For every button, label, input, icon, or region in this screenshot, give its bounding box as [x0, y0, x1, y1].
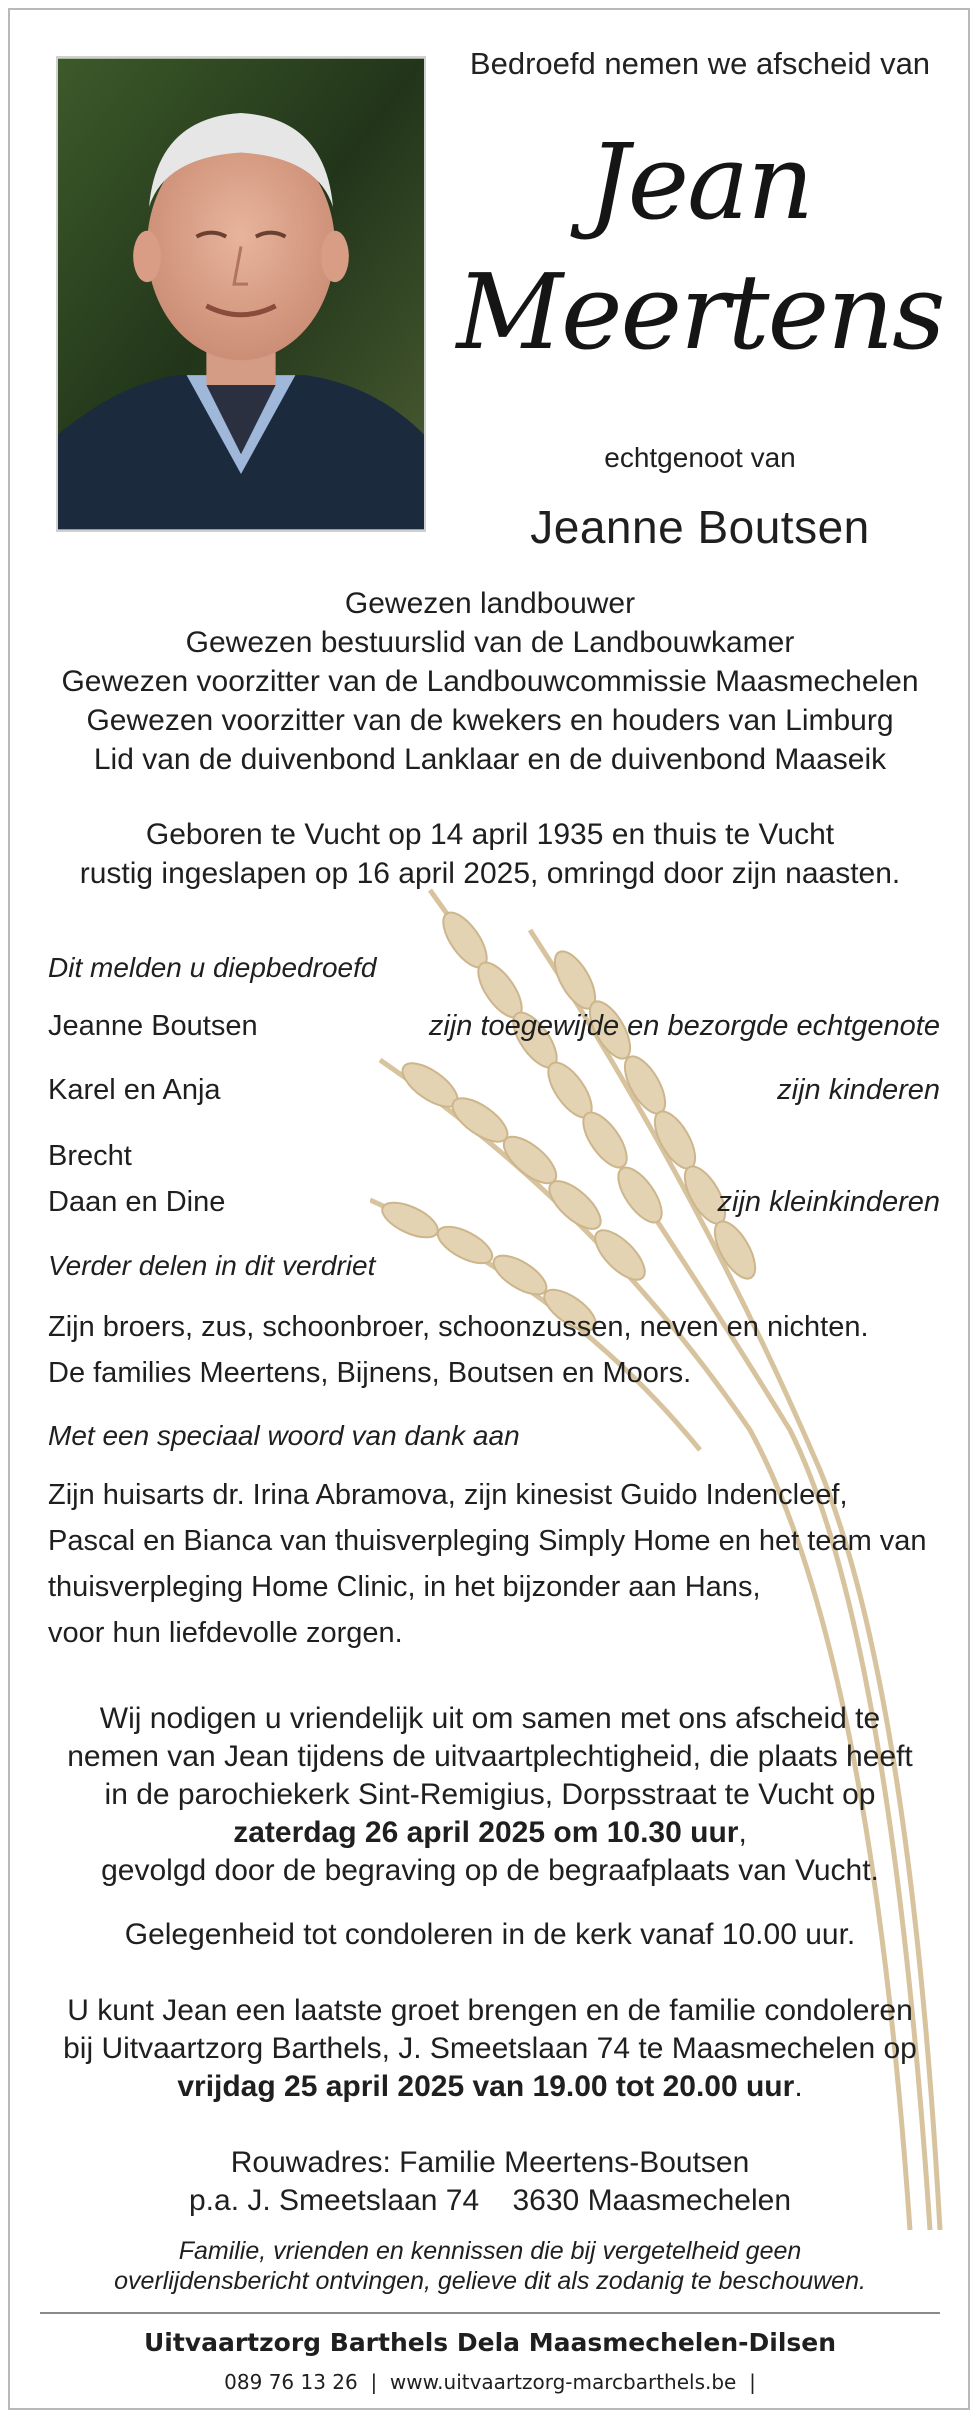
role-line: Gewezen bestuurslid van de Landbouwkamer	[185, 626, 795, 659]
funeral-home-name: Uitvaartzorg Barthels Dela Maasmechelen-Dilsen	[143, 2328, 837, 2357]
announce-heading: Dit melden u diepbedroefd	[48, 952, 377, 983]
invite-line: nemen van Jean tijdens de uitvaartplechtigheid, die plaats heeft	[67, 1740, 913, 1773]
role-line: Gewezen voorzitter van de kwekers en houders van Limburg	[86, 704, 894, 737]
thanks-line: Pascal en Bianca van thuisverpleging Simply Home en het team van	[48, 1525, 927, 1557]
thanks-heading: Met een speciaal woord van dank aan	[48, 1420, 520, 1451]
note-line: Familie, vrienden en kennissen die bij vergetelheid geen	[178, 2237, 802, 2265]
family-relation: zijn kleinkinderen	[717, 1186, 940, 1218]
visit-line: bij Uitvaartzorg Barthels, J. Smeetslaan 74 te Maasmechelen op	[63, 2032, 917, 2065]
share-heading: Verder delen in dit verdriet	[48, 1250, 376, 1281]
visit-line: U kunt Jean een laatste groet brengen en de familie condoleren	[67, 1994, 913, 2027]
family-name: Brecht	[48, 1140, 132, 1172]
visit-date: vrijdag 25 april 2025 van 19.00 tot 20.00 uur	[177, 2070, 795, 2103]
invite-line: in de parochiekerk Sint-Remigius, Dorpsstraat te Vucht op	[104, 1778, 876, 1811]
deceased-last-name: Meertens	[456, 251, 944, 373]
share-line: Zijn broers, zus, schoonbroer, schoonzussen, neven en nichten.	[48, 1311, 869, 1343]
share-line: De families Meertens, Bijnens, Boutsen en Moors.	[48, 1357, 692, 1389]
thanks-line: Zijn huisarts dr. Irina Abramova, zijn kinesist Guido Indencleef,	[48, 1479, 848, 1511]
deceased-first-name: Jean	[587, 121, 813, 243]
family-relation: zijn toegewijde en bezorgde echtgenote	[428, 1010, 940, 1042]
spouse-label: echtgenoot van	[604, 442, 796, 473]
funeral-invitation	[30, 1700, 950, 1890]
invite-date-line: zaterdag 26 april 2025 om 10.30 uur,	[233, 1816, 747, 1849]
funeral-home-contact: 089 76 13 26 | www.uitvaartzorg-marcbarthels.be |	[224, 2370, 756, 2394]
birth-line: Geboren te Vucht op 14 april 1935 en thuis te Vucht	[145, 818, 835, 851]
church-condolence: Gelegenheid tot condoleren in de kerk vanaf 10.00 uur.	[124, 1918, 856, 1951]
footer-divider	[40, 2312, 940, 2314]
thanks-lines	[48, 1472, 948, 1656]
notice-disclaimer	[50, 2236, 930, 2296]
intro-text: Bedroefd nemen we afscheid van	[469, 46, 931, 81]
family-name: Karel en Anja	[48, 1074, 221, 1106]
role-line: Gewezen landbouwer	[344, 587, 636, 620]
address-line: Rouwadres: Familie Meertens-Boutsen	[230, 2146, 750, 2179]
role-line: Lid van de duivenbond Lanklaar en de duivenbond Maaseik	[93, 743, 887, 776]
spouse-name: Jeanne Boutsen	[530, 501, 870, 553]
visit-date-line: vrijdag 25 april 2025 van 19.00 tot 20.00 uur.	[177, 2070, 803, 2103]
death-notice	[8, 8, 970, 2410]
portrait-image	[58, 58, 424, 530]
thanks-line: thuisverpleging Home Clinic, in het bijzonder aan Hans,	[48, 1571, 761, 1603]
note-line: overlijdensbericht ontvingen, gelieve dit als zodanig te beschouwen.	[114, 2267, 866, 2295]
funeral-date: zaterdag 26 april 2025 om 10.30 uur	[233, 1816, 739, 1849]
address-line: p.a. J. Smeetslaan 74 3630 Maasmechelen	[188, 2184, 792, 2217]
family-name: Jeanne Boutsen	[48, 1010, 258, 1042]
family-name: Daan en Dine	[48, 1186, 226, 1218]
thanks-line: voor hun liefdevolle zorgen.	[48, 1617, 403, 1649]
portrait-photo	[56, 56, 426, 532]
invite-line: gevolgd door de begraving op de begraafplaats van Vucht.	[101, 1854, 879, 1887]
invite-line: Wij nodigen u vriendelijk uit om samen met ons afscheid te	[99, 1702, 881, 1735]
mourning-address	[30, 2144, 950, 2220]
share-lines	[48, 1304, 948, 1396]
death-line: rustig ingeslapen op 16 april 2025, omringd door zijn naasten.	[79, 857, 901, 890]
family-relation: zijn kinderen	[777, 1074, 940, 1106]
visitation-info	[30, 1992, 950, 2106]
roles-list	[30, 584, 950, 779]
role-line: Gewezen voorzitter van de Landbouwcommissie Maasmechelen	[61, 665, 919, 698]
